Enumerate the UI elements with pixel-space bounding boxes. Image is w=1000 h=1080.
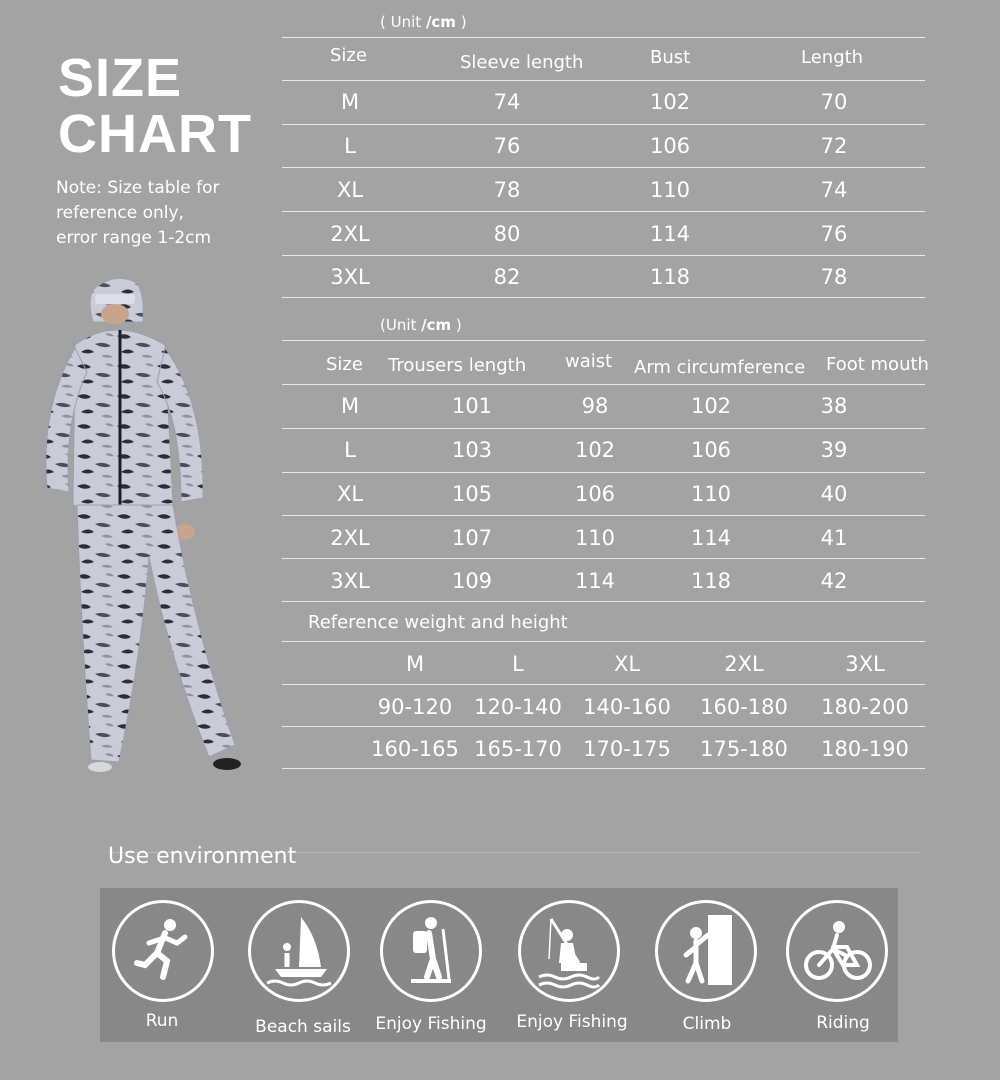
table-cell: 78: [493, 178, 521, 202]
table-cell: 105: [451, 482, 493, 506]
environment-label: Beach sails: [255, 1017, 351, 1037]
table-cell: 106: [574, 482, 616, 506]
table-cell: 110: [649, 178, 691, 202]
environment-label: Run: [145, 1011, 179, 1031]
table-cell: 114: [690, 526, 732, 550]
table-cell: 106: [690, 438, 732, 462]
run-icon: [112, 900, 214, 1002]
table-cell: 74: [820, 178, 848, 202]
reference-cell: 180-200: [821, 695, 909, 719]
table-cell: 72: [820, 134, 848, 158]
column-header: Size: [330, 45, 367, 66]
table-cell: 80: [493, 222, 521, 246]
hiker-icon: [380, 900, 482, 1002]
table-cell: XL: [336, 178, 364, 202]
reference-title: Reference weight and height: [308, 612, 568, 633]
reference-cell: 160-180: [700, 695, 788, 719]
reference-cell: 160-165: [371, 737, 459, 761]
divider: [282, 515, 925, 516]
reference-cell: L: [512, 652, 524, 676]
table-cell: 110: [574, 526, 616, 550]
divider: [282, 768, 925, 769]
sailboat-icon: [248, 900, 350, 1002]
table-cell: 76: [820, 222, 848, 246]
table-cell: XL: [336, 482, 364, 506]
reference-cell: XL: [613, 652, 641, 676]
divider: [282, 167, 925, 168]
table-cell: 38: [820, 394, 848, 418]
divider: [282, 255, 925, 256]
table-cell: 114: [574, 569, 616, 593]
reference-cell: 170-175: [583, 737, 671, 761]
divider: [282, 80, 925, 81]
divider: [282, 297, 925, 298]
table-cell: 3XL: [330, 265, 370, 289]
reference-cell: 165-170: [474, 737, 562, 761]
column-header: Sleeve length: [460, 52, 584, 73]
divider: [282, 641, 925, 642]
divider: [282, 124, 925, 125]
column-header: waist: [565, 351, 613, 372]
table-cell: 106: [649, 134, 691, 158]
reference-cell: M: [405, 652, 425, 676]
table-cell: 70: [820, 90, 848, 114]
table-cell: 82: [493, 265, 521, 289]
environment-title: Use environment: [108, 844, 297, 869]
table-cell: 110: [690, 482, 732, 506]
environment-label: Enjoy Fishing: [516, 1012, 628, 1032]
environment-label: Enjoy Fishing: [375, 1014, 487, 1034]
reference-cell: 175-180: [700, 737, 788, 761]
model-in-camo-suit-image: [35, 270, 250, 775]
table-cell: 102: [690, 394, 732, 418]
table-cell: 102: [649, 90, 691, 114]
top-table-unit: ( Unit /cm ): [380, 13, 467, 31]
divider: [282, 384, 925, 385]
column-header: Length: [801, 47, 864, 68]
climb-icon: [655, 900, 757, 1002]
table-cell: 118: [649, 265, 691, 289]
column-header: Arm circumference: [634, 357, 806, 378]
fishing-icon: [518, 900, 620, 1002]
reference-cell: 2XL: [724, 652, 764, 676]
table-cell: 2XL: [330, 526, 370, 550]
divider: [282, 472, 925, 473]
table-cell: M: [340, 90, 360, 114]
table-cell: 2XL: [330, 222, 370, 246]
divider: [282, 726, 925, 727]
reference-cell: 180-190: [821, 737, 909, 761]
table-cell: 102: [574, 438, 616, 462]
environment-label: Riding: [816, 1013, 870, 1033]
divider: [282, 558, 925, 559]
reference-cell: 3XL: [845, 652, 885, 676]
table-cell: 118: [690, 569, 732, 593]
size-note: Note: Size table for reference only, error range 1-2cm: [56, 178, 220, 248]
table-cell: 40: [820, 482, 848, 506]
table-cell: L: [344, 134, 356, 158]
table-cell: L: [344, 438, 356, 462]
table-cell: 109: [451, 569, 493, 593]
divider: [282, 684, 925, 685]
table-cell: 41: [820, 526, 848, 550]
bicycle-icon: [786, 900, 888, 1002]
reference-cell: 140-160: [583, 695, 671, 719]
reference-cell: 120-140: [474, 695, 562, 719]
table-cell: 107: [451, 526, 493, 550]
column-header: Trousers length: [388, 355, 527, 376]
table-cell: 103: [451, 438, 493, 462]
table-cell: 3XL: [330, 569, 370, 593]
reference-cell: 90-120: [377, 695, 453, 719]
divider: [282, 601, 925, 602]
column-header: Foot mouth: [826, 354, 929, 375]
table-cell: 76: [493, 134, 521, 158]
environment-label: Climb: [682, 1014, 732, 1034]
divider: [282, 428, 925, 429]
table-cell: 42: [820, 569, 848, 593]
divider: [282, 340, 925, 341]
divider: [282, 211, 925, 212]
divider: [282, 37, 925, 38]
bottom-table-unit: (Unit /cm ): [380, 316, 462, 334]
table-cell: 101: [451, 394, 493, 418]
table-cell: 98: [581, 394, 609, 418]
table-cell: 114: [649, 222, 691, 246]
table-cell: M: [340, 394, 360, 418]
table-cell: 78: [820, 265, 848, 289]
environment-panel: [100, 888, 898, 1042]
column-header: Bust: [650, 47, 691, 68]
table-cell: 74: [493, 90, 521, 114]
column-header: Size: [326, 354, 363, 375]
size-chart-title: SIZE CHART: [58, 48, 252, 164]
table-cell: 39: [820, 438, 848, 462]
